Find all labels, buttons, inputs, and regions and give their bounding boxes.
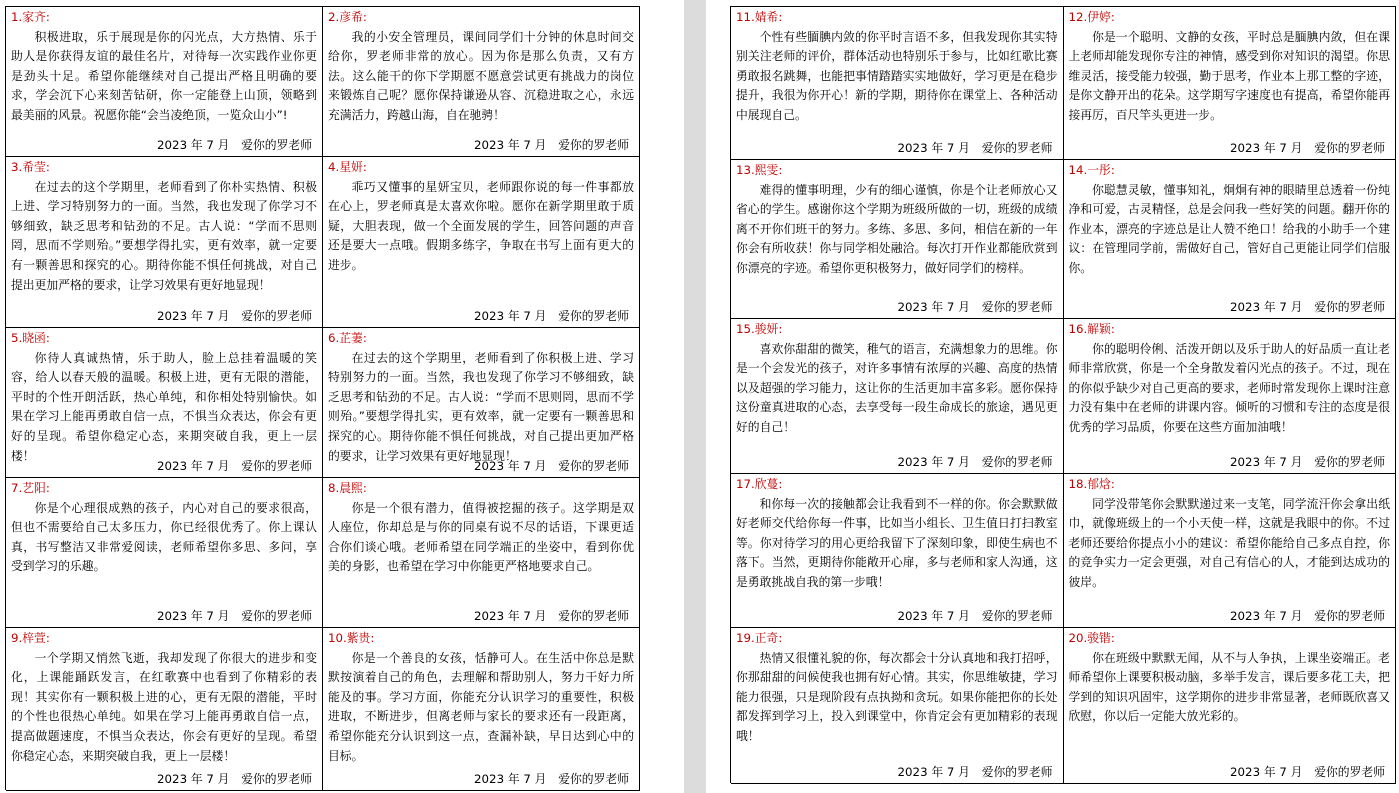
comment-cell	[323, 7, 640, 157]
student-name: 7.艺阳:	[11, 481, 50, 495]
comment-signature: 2023 年 7 月 爱你的罗老师	[897, 609, 1053, 624]
student-name: 15.骏妍:	[736, 322, 783, 336]
comment-text: 热情又很懂礼貌的你，每次都会十分认真地和我打招呼，你那甜甜的问候使我也拥有好心情。其实，你思维敏捷，学习能力很强，只是现阶段有点执拗和贪玩。如果你能把你的长处都发挥到学习上，投入到课堂中，你肯定会有更加精彩的表现哦！	[736, 650, 1058, 743]
comment-text: 你聪慧灵敏，懂事知礼，炯炯有神的眼睛里总透着一份纯净和可爱，古灵精怪，总是会问我一些好笑的问题。翻开你的作业本，漂亮的字迹总是让人赞不绝口！给我的小助手一个建议：在管理同学前，需做好自己，管好自己更能让同学们信服你。	[1068, 182, 1390, 275]
student-name: 17.欣蔓:	[736, 477, 783, 491]
student-name: 5.晓函:	[11, 331, 50, 345]
comment-signature: 2023 年 7 月 爱你的罗老师	[1230, 765, 1385, 780]
comment-text: 一个学期又悄然飞逝，我却发现了你很大的进步和变化，上课能踊跃发言，在红歌赛中也看到了你精彩的表现！其实你有一颗积极上进的心，更有无限的潜能，平时的个性也很热心单纯。如果在学习上能再勇敢自信一点，提高做题速度，不惧当众表达，你会有更好的呈现。希望你稳定心态，来期突破自我，更上一层楼！	[11, 650, 317, 763]
comment-text: 在过去的这个学期里，老师看到了你朴实热情、积极上进、学习特别努力的一面。当然，我也发现了你学习不够细致，缺乏思考和钻劲的不足。古人说：“学而不思则罔，思而不学则殆。”要想学得扎实，更有效率，就一定要有一颗善思和探究的心。期待你能不惧任何挑战，对自己提出更加严格的要求，让学习效果有更好地显现！	[11, 179, 317, 292]
comment-cell	[1064, 7, 1397, 160]
student-name: 13.熙雯:	[736, 163, 783, 177]
comment-signature: 2023 年 7 月 爱你的罗老师	[1230, 300, 1385, 315]
comment-text: 在过去的这个学期里，老师看到了你积极上进、学习特别努力的一面。当然，我也发现了你学习不够细致，缺乏思考和钻劲的不足。古人说：“学而不思则罔，思而不学则殆。”要想学得扎实，更有效率，就一定要有一颗善思和探究的心。期待你能不惧任何挑战，对自己提出更加严格的要求，让学习效果有更好地显现！	[328, 350, 634, 463]
comment-table	[730, 6, 1396, 783]
comment-signature: 2023 年 7 月 爱你的罗老师	[474, 138, 629, 153]
comment-signature: 2023 年 7 月 爱你的罗老师	[157, 138, 312, 153]
comment-cell	[323, 328, 640, 478]
comment-signature: 2023 年 7 月 爱你的罗老师	[474, 772, 629, 787]
comment-cell	[6, 628, 323, 791]
student-name: 3.希莹:	[11, 160, 50, 174]
comment-signature: 2023 年 7 月 爱你的罗老师	[157, 309, 312, 324]
comment-text: 你的聪明伶俐、活泼开朗以及乐于助人的好品质一直让老师非常欣赏，你是一个全身散发着闪光点的孩子。不过，现在的你似乎缺少对自己更高的要求，老师时常发现你上课时注意力没有集中在老师的讲课内容。倾听的习惯和专注的态度是很优秀的学习品质，你要在这些方面加油哦！	[1068, 341, 1390, 434]
student-name: 19.正奇:	[736, 631, 783, 645]
comment-text: 难得的懂事明理，少有的细心谨慎，你是个让老师放心又省心的学生。感谢你这个学期为班级所做的一切，班级的成绩离不开你们班干的努力。多练、多思、多问，相信在新的一年你会有所收获！你与同学相处融洽。每次打开作业都能欣赏到你漂亮的字迹。希望你更积极努力，做好同学们的榜样。	[736, 182, 1058, 275]
document-page-left	[0, 0, 684, 793]
document-page-right	[706, 0, 1399, 793]
student-name: 1.家齐:	[11, 10, 50, 24]
student-name: 11.婧希:	[736, 10, 783, 24]
comment-signature: 2023 年 7 月 爱你的罗老师	[897, 141, 1053, 156]
comment-text: 你是个心理很成熟的孩子，内心对自己的要求很高，但也不需要给自己太多压力，你已经很优秀了。你上课认真，书写整洁又非常爱阅读，老师希望你多思、多问，享受到学习的乐趣。	[11, 500, 317, 574]
comment-text: 你在班级中默默无闻，从不与人争执，上课坐姿端正。老师希望你上课要积极动脑，多举手发言，课后要多花工夫，把学到的知识巩固牢，这学期你的进步非常显著，老师既欣喜又欣慰，你以后一定能大放光彩的。	[1068, 650, 1390, 724]
comment-signature: 2023 年 7 月 爱你的罗老师	[157, 772, 312, 787]
comment-signature: 2023 年 7 月 爱你的罗老师	[157, 609, 312, 624]
comment-signature: 2023 年 7 月 爱你的罗老师	[1230, 455, 1385, 470]
comment-signature: 2023 年 7 月 爱你的罗老师	[474, 309, 629, 324]
comment-table	[5, 6, 640, 790]
comment-text: 个性有些腼腆内敛的你平时言语不多，但我发现你其实特别关注老师的评价，群体活动也特别乐于参与，比如红歌比赛勇敢报名跳舞，也能把事情踏踏实实地做好，学习更是在稳步提升，我很为你开心！新的学期，期待你在课堂上、各种活动中展现自己。	[736, 29, 1058, 122]
comment-cell	[1064, 160, 1397, 319]
comment-text: 和你每一次的接触都会让我看到不一样的你。你会默默做好老师交代给你每一件事，比如当小组长、卫生值日打扫教室等。你对待学习的用心更给我留下了深刻印象，即使生病也不落下。当然，更期待你能敞开心扉，多与老师和家人沟通，这是勇敢挑战自我的第一步哦！	[736, 496, 1058, 589]
student-name: 9.梓萱:	[11, 631, 50, 645]
student-name: 16.解颖:	[1068, 322, 1115, 336]
comment-cell	[731, 7, 1064, 160]
student-name: 10.紫贵:	[328, 631, 375, 645]
comment-signature: 2023 年 7 月 爱你的罗老师	[897, 765, 1053, 780]
comment-cell	[1064, 474, 1397, 628]
comment-signature: 2023 年 7 月 爱你的罗老师	[1230, 609, 1385, 624]
comment-signature: 2023 年 7 月 爱你的罗老师	[474, 609, 629, 624]
comment-signature: 2023 年 7 月 爱你的罗老师	[474, 459, 629, 474]
comment-cell	[323, 157, 640, 328]
comment-cell	[323, 628, 640, 791]
student-name: 18.郁焓:	[1068, 477, 1115, 491]
comment-text: 喜欢你甜甜的微笑，稚气的语言，充满想象力的思维。你是一个会发光的孩子，对许多事情有浓厚的兴趣、高度的热情以及超强的学习能力，这让你的生活更加丰富多彩。愿你保持这份童真进取的心态，去享受每一段生命成长的旅途，遇见更好的自己！	[736, 341, 1058, 434]
comment-cell	[731, 160, 1064, 319]
student-name: 4.星妍:	[328, 160, 367, 174]
comment-signature: 2023 年 7 月 爱你的罗老师	[1230, 141, 1385, 156]
comment-text: 你待人真诚热情，乐于助人，脸上总挂着温暖的笑容，给人以春天般的温暖。积极上进，更有无限的潜能，平时的个性开朗活跃，热心单纯，和你相处特别愉快。如果在学习上能再勇敢自信一点，不惧当众表达，你会有更好的呈现。希望你稳定心态，来期突破自我，更上一层楼！	[11, 350, 317, 463]
comment-cell	[6, 7, 323, 157]
comment-text: 我的小安全管理员，课间同学们十分钟的休息时间交给你，罗老师非常的放心。因为你是那么负责，又有方法。这么能干的你下学期愿不愿意尝试更有挑战力的岗位来锻炼自己呢？愿你保持谦逊从容、沉稳进取之心，永远充满活力，跨越山海，自在驰骋！	[328, 29, 634, 122]
comment-signature: 2023 年 7 月 爱你的罗老师	[157, 459, 312, 474]
comment-cell	[6, 157, 323, 328]
comment-text: 你是一个很有潜力，值得被挖掘的孩子。这学期是双人座位，你却总是与你的同桌有说不尽的话语，下课更适合你们谈心哦。老师希望在同学端正的坐姿中，看到你优美的身影，也希望在学习中你能更严格地要求自己。	[328, 500, 634, 574]
comment-text: 同学没带笔你会默默递过来一支笔，同学流汗你会拿出纸巾，就像班级上的一个小天使一样，这就是我眼中的你。不过老师还要给你提点小小的建议：希望你能给自己多点自控，你的竞争实力一定会更强，对自己有信心的人，才能到达成功的彼岸。	[1068, 496, 1390, 589]
student-name: 8.晨熙:	[328, 481, 367, 495]
comment-text: 你是一个聪明、文静的女孩，平时总是腼腆内敛，但在课上老师却能发现你专注的神情，感受到你对知识的渴望。你思维灵活，接受能力较强，勤于思考，作业本上那工整的字迹，是你文静开出的花朵。这学期写字速度也有提高，希望你能再接再厉，百尺竿头更进一步。	[1068, 29, 1390, 122]
comment-cell	[731, 474, 1064, 628]
comment-cell	[1064, 628, 1397, 784]
student-name: 6.芷萋:	[328, 331, 367, 345]
comment-text: 乖巧又懂事的星妍宝贝，老师跟你说的每一件事都放在心上，罗老师真是太喜欢你啦。愿你在新学期里敢于质疑，大胆表现，做一个全面发展的学生，回答问题的声音还是要大一点哦。假期多练字，争取在书写上面有更大的进步。	[328, 179, 634, 272]
student-name: 12.伊婷:	[1068, 10, 1115, 24]
student-name: 14.一彤:	[1068, 163, 1115, 177]
comment-cell	[323, 478, 640, 628]
comment-cell	[1064, 319, 1397, 474]
comment-text: 积极进取，乐于展现是你的闪光点，大方热情、乐于助人是你获得友谊的最佳名片，对待每一次实践作业你更是劲头十足。希望你能继续对自己提出严格且明确的要求，学会沉下心来刻苦钻研，你一定能登上山顶，领略到最美丽的风景。祝愿你能“会当凌绝顶，一览众山小”!	[11, 29, 317, 122]
comment-cell	[731, 628, 1064, 784]
student-name: 20.骏锴:	[1068, 631, 1115, 645]
comment-signature: 2023 年 7 月 爱你的罗老师	[897, 300, 1053, 315]
comment-cell	[731, 319, 1064, 474]
student-name: 2.彦希:	[328, 10, 367, 24]
comment-cell	[6, 328, 323, 478]
comment-text: 你是一个善良的女孩，恬静可人。在生活中你总是默默按演着自己的角色，去理解和帮助别人，努力干好力所能及的事。学习方面，你能充分认识学习的重要性，积极进取，不断进步，但离老师与家长的要求还有一段距离，希望你能充分认识到这一点，查漏补缺，早日达到心中的目标。	[328, 650, 634, 763]
comment-cell	[6, 478, 323, 628]
comment-signature: 2023 年 7 月 爱你的罗老师	[897, 455, 1053, 470]
